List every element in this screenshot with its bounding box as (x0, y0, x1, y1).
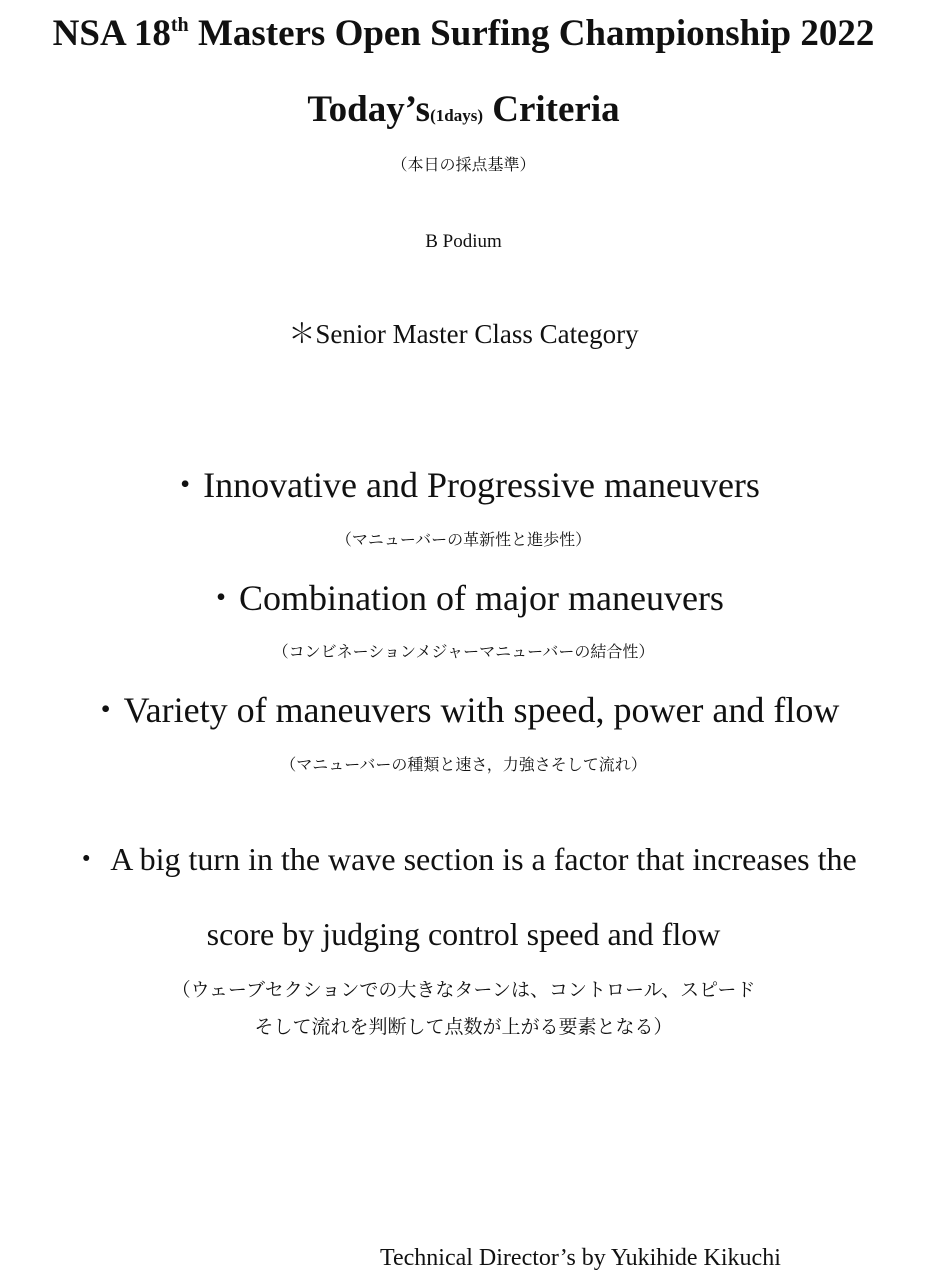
criterion-3: ・Variety of maneuvers with speed, power and flow (87, 690, 840, 730)
category-label: ＊Senior Master Class Category (288, 319, 639, 349)
criterion-2-japanese: （コンビネーションメジャーマニューバーの結合性） (272, 642, 655, 661)
big-turn-line-2: score by judging control speed and flow (206, 916, 721, 952)
subtitle-main: Today’s (307, 89, 431, 130)
page-subtitle (0, 86, 927, 140)
podium-label: B Podium (425, 231, 502, 252)
criterion-3-japanese: （マニューバーの種類と速さ，力強さそして流れ） (280, 755, 647, 774)
subtitle-japanese: （本日の採点基準） (391, 155, 536, 174)
signature: Technical Director’s by Yukihide Kikuchi (380, 1245, 781, 1271)
title-prefix: NSA 18 (52, 13, 171, 54)
page-title (0, 10, 927, 58)
criterion-2: ・Combination of major maneuvers (203, 578, 724, 618)
title-suffix: Masters Open Surfing Championship 2022 (188, 13, 875, 54)
big-turn-japanese-line-1: （ウェーブセクションでの大きなターンは、コントロール、スピード (171, 979, 756, 1001)
title-ordinal-suffix: th (170, 14, 189, 36)
criterion-1-japanese: （マニューバーの革新性と進歩性） (335, 530, 592, 549)
subtitle-end: Criteria (483, 89, 620, 130)
big-turn-japanese-line-2: そして流れを判断して点数が上がる要素となる） (254, 1016, 673, 1038)
subtitle-days: (1days) (430, 106, 483, 125)
criterion-1: ・Innovative and Progressive maneuvers (167, 465, 760, 505)
big-turn-line-1: ・ A big turn in the wave section is a factor that increases the (70, 841, 857, 877)
